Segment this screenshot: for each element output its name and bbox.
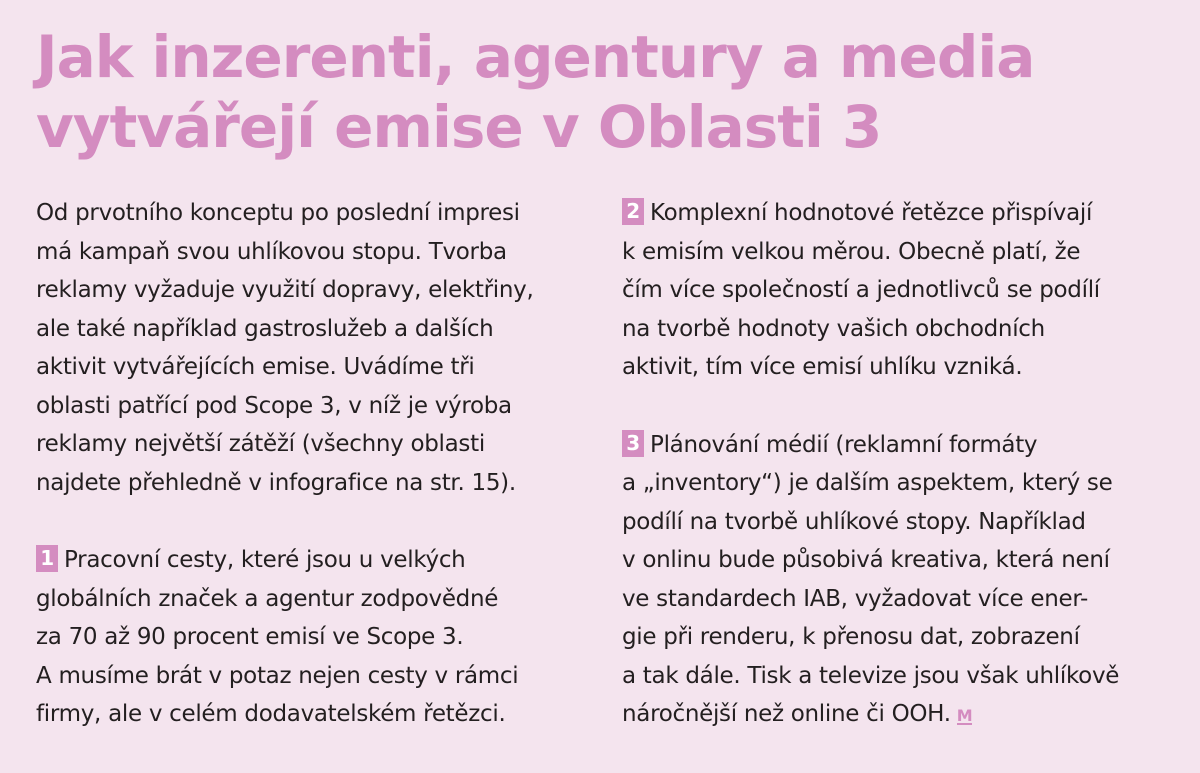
point-line: gie při renderu, k přenosu dat, zobrazení (622, 624, 1080, 650)
point-line (36, 541, 596, 580)
intro-line: reklamy vyžaduje využití dopravy, elektřiny, (36, 277, 534, 303)
article-title: Jak inzerenti, agentury a media vytvářejí emise v Oblasti 3 (36, 23, 1035, 161)
point-line: za 70 až 90 procent emisí ve Scope 3. (36, 624, 464, 650)
intro-paragraph (36, 194, 596, 502)
magazine-logo-icon: M (956, 706, 973, 725)
point-line (622, 194, 1178, 233)
point-text: Komplexní hodnotové řetězce přispívají (650, 200, 1093, 226)
point-line: na tvorbě hodnoty vašich obchodních (622, 315, 1045, 342)
intro-line: najdete přehledně v infografice na str. 15). (36, 469, 516, 496)
intro-line: Od prvotního konceptu po poslední impresi (36, 200, 520, 226)
point-line: v onlinu bude působivá kreativa, která není (622, 547, 1110, 573)
right-column (622, 194, 1178, 773)
intro-line: ale také například gastroslužeb a dalších (36, 315, 494, 342)
point-text: Pracovní cesty, které jsou u velkých (64, 547, 466, 573)
left-column (36, 194, 596, 773)
intro-line: reklamy největší zátěží (všechny oblasti (36, 431, 485, 457)
intro-line: oblasti patřící pod Scope 3, v níž je výroba (36, 392, 512, 419)
point-line: A musíme brát v potaz nejen cesty v rámci (36, 662, 519, 689)
point-line: globálních značek a agentur zodpovědné (36, 585, 499, 612)
point-2-paragraph (622, 194, 1178, 387)
point-line (622, 695, 1178, 734)
point-line (622, 426, 1178, 465)
point-1-paragraph (36, 541, 596, 734)
point-text: náročnější než online či OOH. (622, 701, 951, 727)
point-line: a tak dále. Tisk a televize jsou však uhlíkově (622, 662, 1120, 689)
point-line: k emisím velkou měrou. Obecně platí, že (622, 238, 1081, 265)
point-number-badge: 3 (622, 430, 644, 457)
point-number-badge: 1 (36, 545, 58, 572)
point-3-paragraph (622, 426, 1178, 734)
point-number-badge: 2 (622, 198, 644, 225)
point-line: čím více společností a jednotlivců se podílí (622, 277, 1100, 303)
intro-line: má kampaň svou uhlíkovou stopu. Tvorba (36, 238, 507, 265)
point-text: Plánování médií (reklamní formáty (650, 431, 1038, 458)
point-line: firmy, ale v celém dodavatelském řetězci. (36, 701, 506, 727)
point-line: a „inventory“) je dalším aspektem, který se (622, 470, 1113, 496)
point-line: aktivit, tím více emisí uhlíku vzniká. (622, 354, 1023, 380)
point-line: ve standardech IAB, vyžadovat více ener- (622, 585, 1089, 612)
intro-line: aktivit vytvářejících emise. Uvádíme tři (36, 354, 475, 380)
point-line: podílí na tvorbě uhlíkové stopy. Například (622, 508, 1086, 535)
